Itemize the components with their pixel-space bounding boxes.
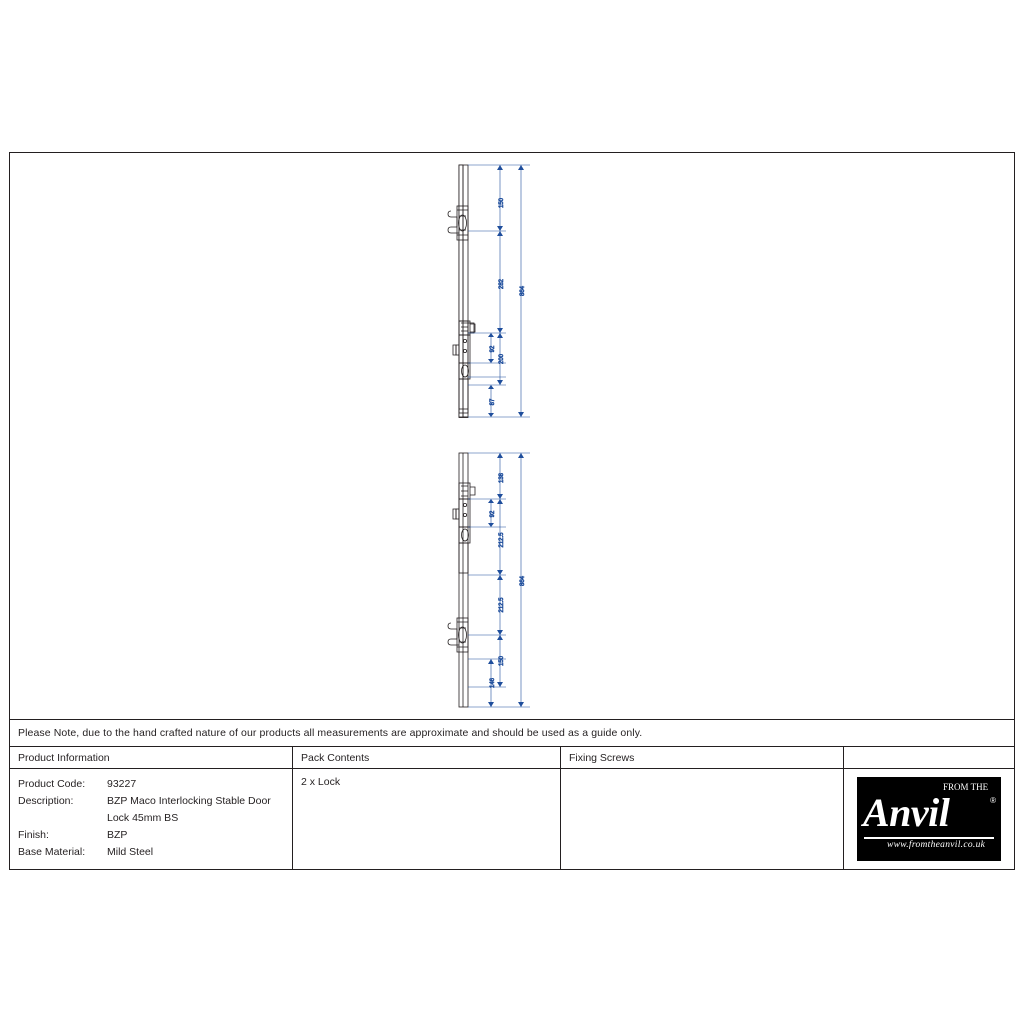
description-line bbox=[18, 793, 284, 810]
measurement-note-bar bbox=[10, 719, 1014, 746]
description-label: Description: bbox=[18, 795, 74, 807]
product-code-line bbox=[18, 776, 284, 793]
header-pack-contents: Pack Contents bbox=[293, 747, 561, 768]
info-table-body-row bbox=[10, 768, 1014, 869]
finish-label: Finish: bbox=[18, 829, 49, 841]
registered-trademark-icon: ® bbox=[990, 796, 996, 805]
svg-text:200: 200 bbox=[499, 353, 505, 365]
logo-anvil-text: Anvil bbox=[863, 790, 950, 835]
header-fixing-screws: Fixing Screws bbox=[561, 747, 844, 768]
svg-text:864: 864 bbox=[520, 575, 526, 587]
top-unit-dimension-lines bbox=[468, 165, 530, 417]
svg-text:138: 138 bbox=[499, 472, 505, 484]
logo-divider bbox=[864, 837, 994, 839]
base-material-value: Mild Steel bbox=[107, 846, 154, 858]
svg-text:212.5: 212.5 bbox=[499, 532, 505, 548]
finish-value: BZP bbox=[107, 829, 128, 841]
from-the-anvil-logo bbox=[857, 777, 1001, 861]
svg-text:864: 864 bbox=[520, 285, 526, 297]
technical-drawing-sheet bbox=[9, 152, 1015, 870]
svg-text:212.5: 212.5 bbox=[499, 597, 505, 613]
logo-from-the-text: FROM THE bbox=[943, 782, 989, 792]
base-material-line bbox=[18, 844, 284, 861]
svg-text:92: 92 bbox=[490, 510, 496, 518]
product-information-cell bbox=[10, 769, 293, 869]
base-material-label: Base Material: bbox=[18, 846, 86, 858]
fixing-screws-cell bbox=[561, 769, 844, 869]
product-technical-drawing bbox=[10, 153, 1014, 719]
svg-text:282: 282 bbox=[499, 278, 505, 290]
info-table-header-row bbox=[10, 746, 1014, 768]
svg-text:92: 92 bbox=[490, 345, 496, 353]
product-code-value: 93227 bbox=[107, 778, 137, 790]
drawing-area bbox=[10, 153, 1014, 719]
svg-text:87: 87 bbox=[490, 398, 496, 406]
finish-line bbox=[18, 827, 284, 844]
brand-logo-cell bbox=[844, 769, 1014, 869]
header-product-information: Product Information bbox=[10, 747, 293, 768]
svg-text:150: 150 bbox=[499, 655, 505, 667]
top-lock-drawing bbox=[448, 165, 475, 418]
description-value-continued: Lock 45mm BS bbox=[107, 812, 179, 824]
description-label-continued bbox=[18, 810, 107, 827]
description-value: BZP Maco Interlocking Stable Door bbox=[107, 795, 271, 807]
bottom-unit-dimension-lines bbox=[468, 453, 530, 707]
measurement-note-text: Please Note, due to the hand crafted nature of our products all measurements are approximate and should be used as a guide only. bbox=[18, 727, 643, 739]
header-logo-cell bbox=[844, 747, 1014, 768]
logo-website-url: www.fromtheanvil.co.uk bbox=[887, 840, 986, 850]
svg-text:150: 150 bbox=[499, 197, 505, 209]
pack-contents-cell: 2 x Lock bbox=[293, 769, 561, 869]
description-line-2 bbox=[18, 810, 284, 827]
bottom-lock-drawing bbox=[448, 453, 475, 707]
svg-text:146: 146 bbox=[490, 677, 496, 689]
product-code-label: Product Code: bbox=[18, 778, 86, 790]
